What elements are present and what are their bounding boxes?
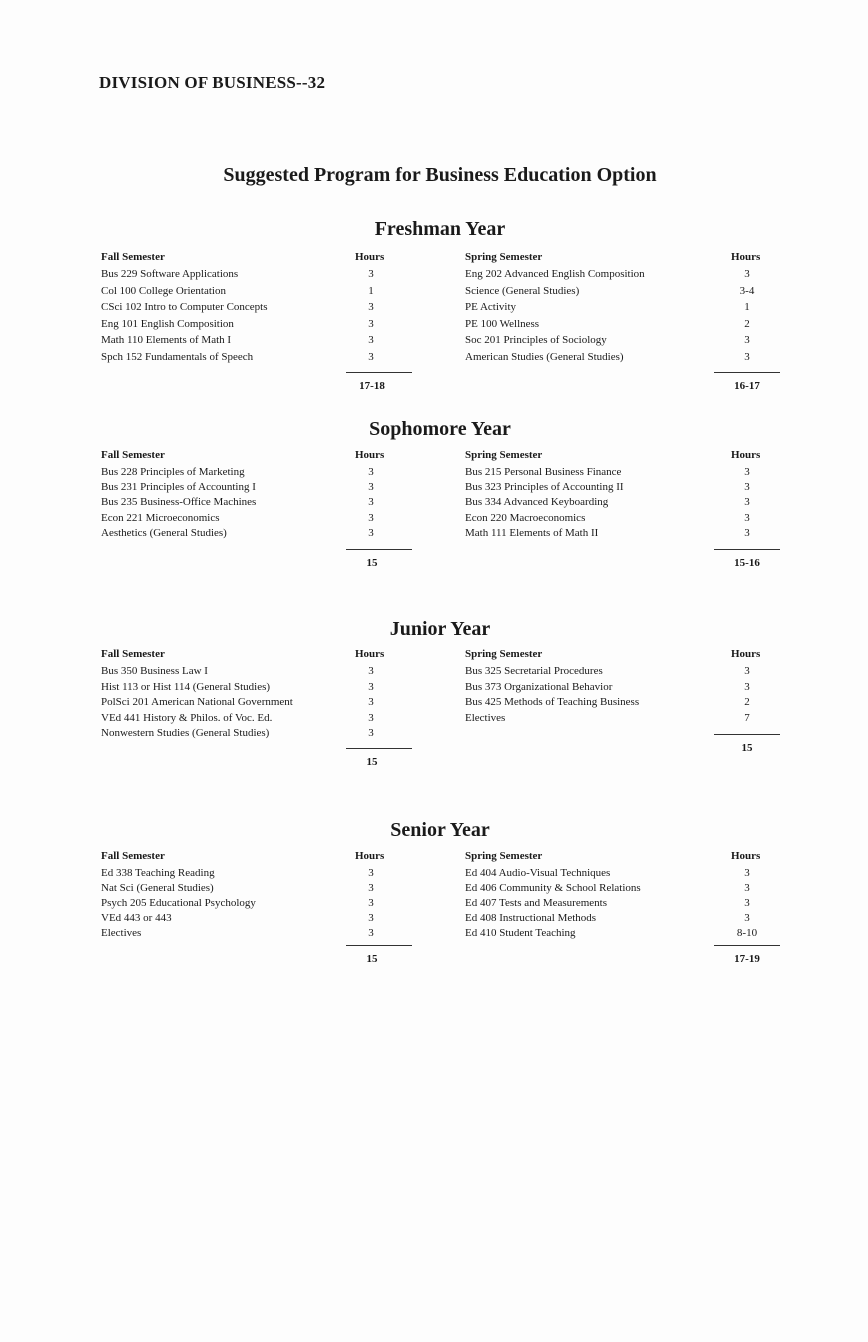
fall-course: Bus 350 Business Law I — [101, 665, 208, 677]
spring-course: Ed 407 Tests and Measurements — [465, 897, 608, 909]
spring-course: Electives — [465, 711, 506, 724]
fall-hours: 3 — [368, 351, 374, 363]
spring-hours: 3 — [744, 466, 750, 478]
spring-hours: 3 — [744, 912, 750, 924]
fall-course: CSci 102 Intro to Computer Concepts — [101, 301, 268, 314]
fall-course: Nonwestern Studies (General Studies) — [101, 727, 270, 740]
fall-hours: 3 — [368, 268, 374, 280]
fall-course: Math 110 Elements of Math I — [101, 334, 232, 347]
fall-course: Eng 101 English Composition — [101, 317, 234, 330]
spring-course: Science (General Studies) — [465, 284, 580, 297]
fall-hours: 3 — [368, 526, 374, 539]
spring-hours: 3 — [744, 665, 750, 677]
fall-course: Col 100 College Orientation — [101, 284, 226, 297]
fall-course: PolSci 201 American National Government — [101, 696, 293, 709]
spring-hours: 2 — [744, 317, 750, 330]
fall-hours: 3 — [368, 882, 374, 894]
fall-course: Bus 231 Principles of Accounting I — [101, 481, 256, 494]
fall-course: Psych 205 Educational Psychology — [101, 897, 256, 909]
fall-course: Bus 228 Principles of Marketing — [101, 466, 245, 478]
spring-course: Bus 425 Methods of Teaching Business — [465, 696, 640, 709]
spring-hours: 7 — [744, 711, 750, 724]
spring-semester-label: Spring Semester — [465, 850, 543, 862]
year-heading: Freshman Year — [374, 218, 506, 240]
fall-total: 15 — [366, 953, 378, 965]
year-heading: Junior Year — [389, 618, 491, 640]
spring-course: Ed 408 Instructional Methods — [465, 912, 597, 924]
spring-total-rule — [714, 372, 780, 373]
spring-hours: 3 — [744, 268, 750, 280]
fall-hours: 3 — [368, 711, 374, 724]
spring-total-rule — [714, 945, 780, 946]
fall-course: Econ 221 Microeconomics — [101, 511, 220, 524]
fall-total-rule — [346, 945, 412, 946]
spring-total: 17-19 — [734, 953, 760, 965]
spring-course: Bus 373 Organizational Behavior — [465, 680, 613, 693]
fall-semester-label: Fall Semester — [101, 850, 165, 862]
fall-course: Nat Sci (General Studies) — [101, 882, 214, 894]
spring-hours: 3 — [744, 680, 750, 693]
fall-hours: 3 — [368, 665, 374, 677]
fall-semester-label: Fall Semester — [101, 449, 165, 461]
spring-hours-label: Hours — [731, 251, 761, 263]
spring-semester-label: Spring Semester — [465, 251, 543, 263]
fall-course: Hist 113 or Hist 114 (General Studies) — [101, 680, 271, 693]
spring-total-rule — [714, 734, 780, 735]
spring-hours: 3 — [744, 897, 750, 909]
page-header: DIVISION OF BUSINESS--32 — [99, 73, 326, 92]
spring-total: 16-17 — [734, 380, 760, 392]
spring-hours: 3 — [744, 334, 750, 347]
year-heading: Sophomore Year — [369, 418, 511, 440]
spring-total: 15-16 — [734, 557, 760, 569]
fall-hours: 3 — [368, 511, 374, 524]
fall-total: 17-18 — [359, 380, 385, 392]
spring-course: PE Activity — [465, 301, 517, 314]
spring-course: Bus 215 Personal Business Finance — [465, 466, 622, 478]
fall-course: VEd 441 History & Philos. of Voc. Ed. — [101, 711, 273, 724]
fall-total-rule — [346, 372, 412, 373]
spring-hours: 3 — [744, 867, 750, 879]
fall-course: Ed 338 Teaching Reading — [101, 867, 215, 879]
fall-hours-label: Hours — [355, 251, 385, 263]
spring-total: 15 — [741, 742, 753, 754]
fall-hours: 3 — [368, 696, 374, 709]
spring-hours: 3 — [744, 481, 750, 494]
spring-total-rule — [714, 549, 780, 550]
spring-hours: 3 — [744, 882, 750, 894]
spring-course: Ed 410 Student Teaching — [465, 927, 576, 939]
fall-total: 15 — [366, 557, 378, 569]
fall-course: Spch 152 Fundamentals of Speech — [101, 351, 254, 363]
fall-course: Bus 229 Software Applications — [101, 268, 239, 280]
fall-semester-label: Fall Semester — [101, 648, 165, 660]
fall-hours: 3 — [368, 680, 374, 693]
spring-course: Ed 406 Community & School Relations — [465, 882, 641, 894]
spring-hours-label: Hours — [731, 449, 761, 461]
spring-hours: 3 — [744, 526, 750, 539]
fall-total-rule — [346, 549, 412, 550]
spring-hours: 2 — [744, 696, 750, 709]
spring-hours: 8-10 — [736, 927, 758, 939]
fall-hours: 1 — [368, 284, 374, 297]
fall-course: VEd 443 or 443 — [101, 912, 172, 924]
spring-hours: 1 — [744, 301, 750, 314]
spring-course: Bus 334 Advanced Keyboarding — [465, 496, 609, 509]
fall-hours: 3 — [368, 727, 374, 740]
spring-hours: 3-4 — [739, 284, 755, 297]
spring-course: Econ 220 Macroeconomics — [465, 511, 586, 524]
fall-hours-label: Hours — [355, 850, 385, 862]
fall-hours: 3 — [368, 912, 374, 924]
fall-course: Bus 235 Business-Office Machines — [101, 496, 257, 509]
fall-hours: 3 — [368, 301, 374, 314]
spring-course: Bus 323 Principles of Accounting II — [465, 481, 624, 494]
spring-course: Soc 201 Principles of Sociology — [465, 334, 607, 347]
spring-course: Ed 404 Audio-Visual Techniques — [465, 867, 611, 879]
fall-hours: 3 — [368, 466, 374, 478]
fall-hours-label: Hours — [355, 648, 385, 660]
fall-total-rule — [346, 748, 412, 749]
fall-hours: 3 — [368, 897, 374, 909]
spring-course: PE 100 Wellness — [465, 317, 540, 330]
spring-hours: 3 — [744, 496, 750, 509]
fall-hours-label: Hours — [355, 449, 385, 461]
spring-hours: 3 — [744, 511, 750, 524]
fall-hours: 3 — [368, 927, 374, 939]
spring-hours-label: Hours — [731, 648, 761, 660]
spring-course: Math 111 Elements of Math II — [465, 526, 599, 539]
spring-hours: 3 — [744, 351, 750, 363]
fall-course: Electives — [101, 927, 142, 939]
spring-course: Eng 202 Advanced English Composition — [465, 268, 645, 280]
fall-course: Aesthetics (General Studies) — [101, 526, 227, 539]
fall-hours: 3 — [368, 867, 374, 879]
fall-semester-label: Fall Semester — [101, 251, 165, 263]
program-title: Suggested Program for Business Education Option — [223, 164, 657, 186]
spring-course: American Studies (General Studies) — [465, 351, 624, 363]
fall-hours: 3 — [368, 481, 374, 494]
spring-course: Bus 325 Secretarial Procedures — [465, 665, 603, 677]
spring-semester-label: Spring Semester — [465, 648, 543, 660]
fall-hours: 3 — [368, 496, 374, 509]
fall-hours: 3 — [368, 334, 374, 347]
spring-hours-label: Hours — [731, 850, 761, 862]
fall-hours: 3 — [368, 317, 374, 330]
year-heading: Senior Year — [390, 819, 490, 841]
spring-semester-label: Spring Semester — [465, 449, 543, 461]
fall-total: 15 — [366, 756, 378, 768]
